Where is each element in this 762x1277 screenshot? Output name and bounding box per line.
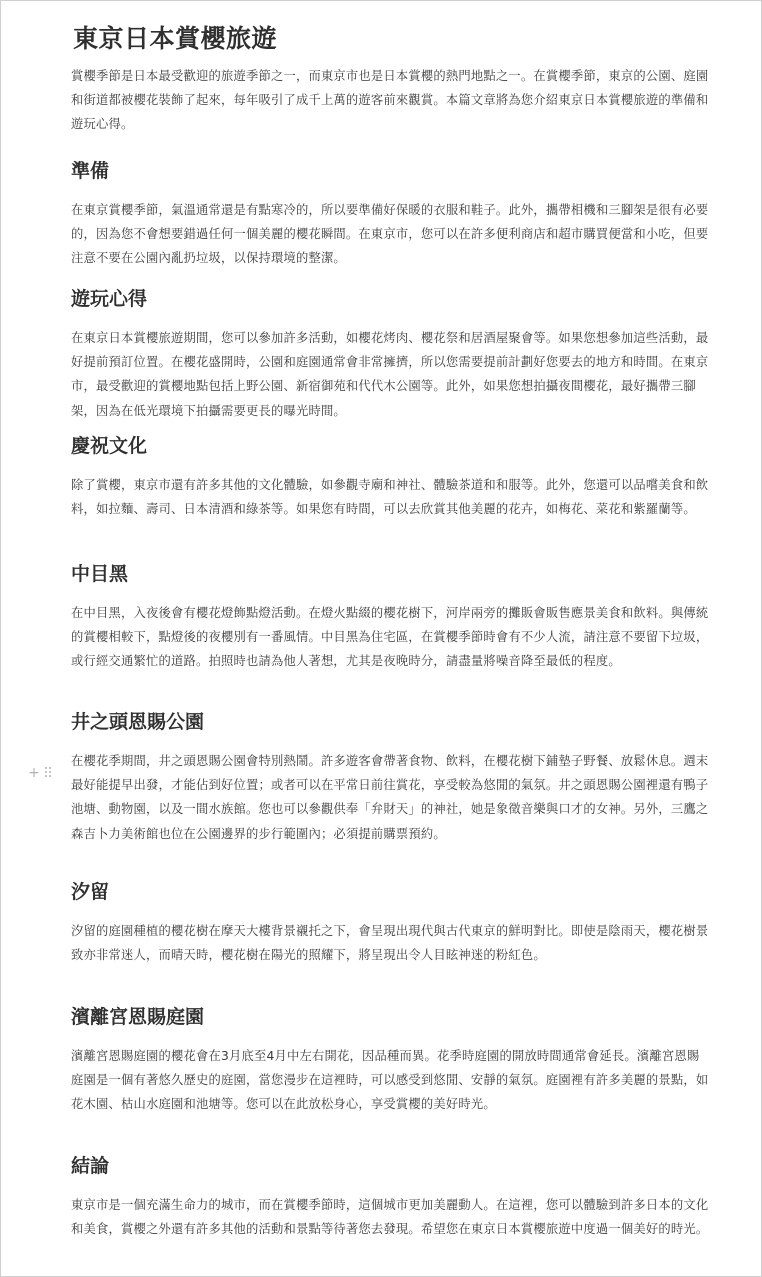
section-conclusion (71, 1153, 711, 1241)
page-title[interactable]: 東京日本賞櫻旅遊 (73, 24, 278, 53)
block-controls (27, 763, 67, 783)
section-preparation (71, 158, 711, 271)
intro-block (71, 64, 711, 137)
section-heading[interactable]: 井之頭恩賜公園 (71, 711, 205, 733)
section-shiodome (71, 879, 711, 967)
section-heading[interactable]: 汐留 (71, 881, 110, 903)
section-inokashira (28, 709, 711, 846)
section-heading[interactable]: 中目黑 (71, 563, 129, 585)
section-heading[interactable]: 遊玩心得 (71, 288, 148, 310)
section-heading[interactable]: 慶祝文化 (71, 435, 148, 457)
section-hamarikyu (71, 1004, 711, 1117)
section-heading[interactable]: 準備 (71, 160, 110, 182)
plus-icon[interactable]: + (28, 765, 40, 781)
intro-paragraph[interactable]: 賞櫻季節是日本最受歡迎的旅遊季節之一，而東京市也是日本賞櫻的熱門地點之一。在賞櫻季節，東京的公園、庭園和街道都被櫻花裝飾了起來，每年吸引了成千上萬的遊客前來觀賞。本篇文章將為您介紹東京日本賞櫻旅遊的準備和遊玩心得。 (71, 69, 709, 132)
section-paragraph[interactable]: 東京市是一個充滿生命力的城市，而在賞櫻季節時，這個城市更加美麗動人。在這裡，您可以體驗到許多日本的文化和美食，賞櫻之外還有許多其他的活動和景點等待著您去發現。希望您在東京日本賞櫻旅遊中度過一個美好的時光。 (71, 1198, 709, 1237)
section-heading[interactable]: 濱離宮恩賜庭園 (71, 1006, 205, 1028)
section-culture (71, 433, 711, 521)
section-paragraph[interactable]: 在中目黑，入夜後會有櫻花燈飾點燈活動。在燈火點綴的櫻花樹下，河岸兩旁的攤販會販售應景美食和飲料。與傳統的賞櫻相較下，點燈後的夜櫻別有一番風情。中目黑為住宅區，在賞櫻季節時會有不少人流，請注意不要留下垃圾，或行經交通繁忙的道路。拍照時也請為他人著想，尤其是夜晚時分，請盡量將噪音降至最低的程度。 (71, 606, 709, 669)
section-paragraph[interactable]: 在東京賞櫻季節，氣溫通常還是有點寒冷的，所以要準備好保暖的衣服和鞋子。此外，攜帶相機和三腳架是很有必要的，因為您不會想要錯過任何一個美麗的櫻花瞬間。在東京市，您可以在許多便利商店和超市購買便當和小吃，但要注意不要在公園內亂扔垃圾，以保持環境的整潔。 (71, 203, 709, 266)
section-paragraph[interactable]: 在東京日本賞櫻旅遊期間，您可以參加許多活動，如櫻花烤肉、櫻花祭和居酒屋聚會等。如果您想參加這些活動，最好提前預訂位置。在櫻花盛開時，公園和庭園通常會非常擁擠，所以您需要提前計劃好您要去的地方和時間。在東京市，最受歡迎的賞櫻地點包括上野公園、新宿御苑和代代木公園等。此外，如果您想拍攝夜間櫻花，最好攜帶三腳架，因為在低光環境下拍攝需要更長的曝光時間。 (71, 331, 709, 418)
section-paragraph[interactable]: 汐留的庭園種植的櫻花樹在摩天大樓背景襯托之下，會呈現出現代與古代東京的鮮明對比。即使是陰雨天，櫻花樹景致亦非常迷人，而晴天時，櫻花樹在陽光的照耀下，將呈現出令人目眩神迷的粉紅色。 (71, 924, 709, 963)
section-nakameguro (71, 561, 711, 674)
section-paragraph[interactable]: 除了賞櫻，東京市還有許多其他的文化體驗，如參觀寺廟和神社、體驗茶道和和服等。此外，您還可以品嚐美食和飲料，如拉麵、壽司、日本清酒和綠茶等。如果您有時間，可以去欣賞其他美麗的花卉，如梅花、菜花和紫羅蘭等。 (71, 478, 709, 517)
section-paragraph[interactable]: 濱離宮恩賜庭園的櫻花會在3月底至4月中左右開花，因品種而異。花季時庭園的開放時間通常會延長。濱離宮恩賜庭園是一個有著悠久歷史的庭園，當您漫步在這裡時，可以感受到悠閒、安靜的氣氛。庭園裡有許多美麗的景點，如花木園、枯山水庭園和池塘等。您可以在此放松身心，享受賞櫻的美好時光。 (71, 1049, 709, 1112)
section-paragraph[interactable]: 在櫻花季期間，井之頭恩賜公園會特別熱鬧。許多遊客會帶著食物、飲料，在櫻花樹下鋪墊子野餐、放鬆休息。週末最好能提早出發，才能佔到好位置；或者可以在平常日前往賞花，享受較為悠閒的氣氛。井之頭恩賜公園裡還有鴨子池塘、動物園，以及一間水族館。您也可以參觀供奉「弁財天」的神社，她是象徵音樂與口才的女神。另外，三鷹之森吉卜力美術館也位在公園邊界的步行範圍內；必須提前購票預約。 (71, 754, 709, 841)
section-experience (71, 286, 711, 423)
drag-handle-icon[interactable] (45, 767, 53, 779)
section-heading[interactable]: 結論 (71, 1155, 110, 1177)
